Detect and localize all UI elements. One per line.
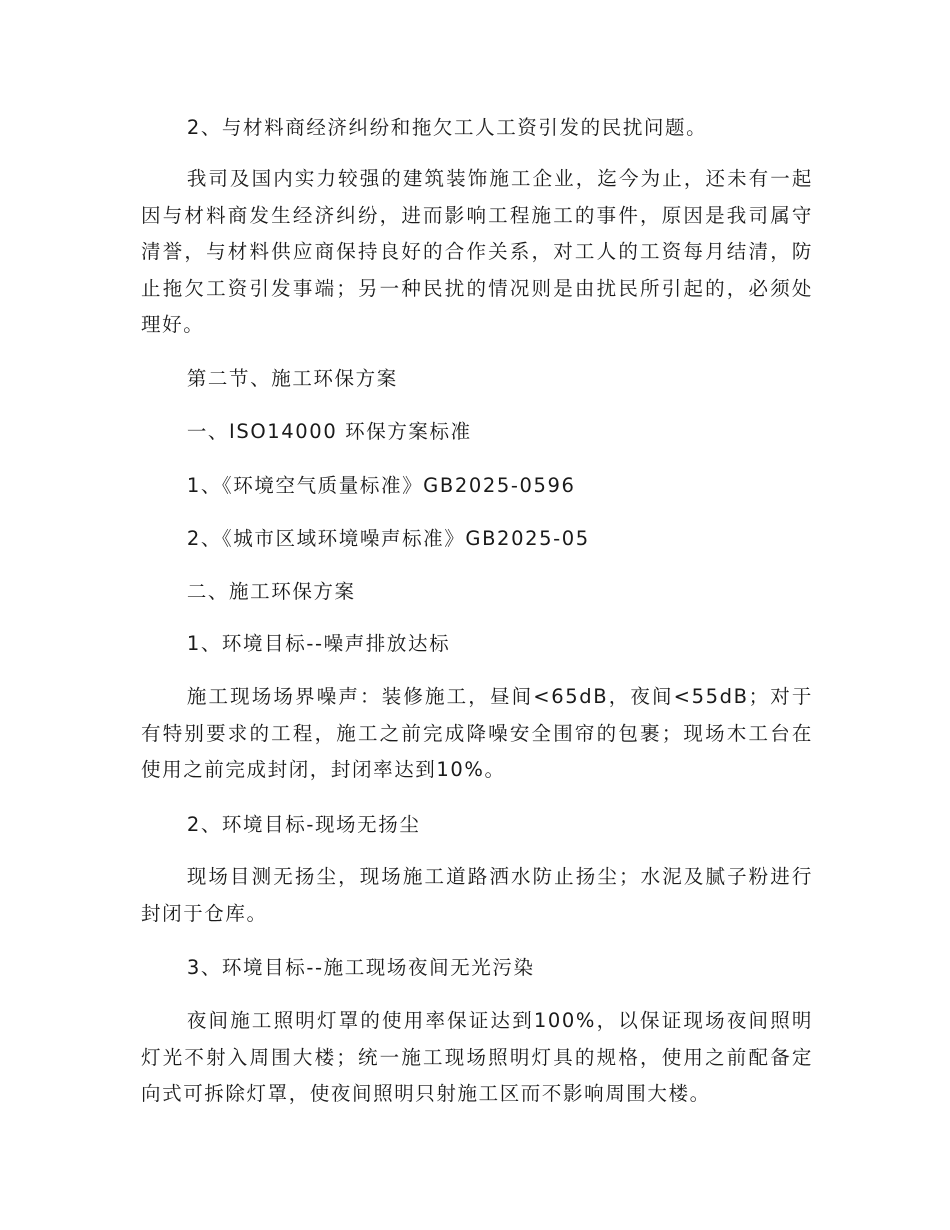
section-heading-environmental-plan: 第二节、施工环保方案 [186,367,398,390]
goal-heading-noise: 1、环境目标--噪声排放达标 [186,632,451,655]
goal-body-dust: 现场目测无扬尘，现场施工道路洒水防止扬尘；水泥及腻子粉进行封闭于仓库。 [141,865,813,925]
goal-heading-light-pollution: 3、环境目标--施工现场夜间无光污染 [186,956,535,979]
heading-construction-environmental-plan: 二、施工环保方案 [186,580,356,603]
standard-item-noise: 2、《城市区域环境噪声标准》GB2025-05 [186,527,590,550]
standard-item-air-quality: 1、《环境空气质量标准》GB2025-0596 [186,474,576,497]
goal-body-light-pollution: 夜间施工照明灯罩的使用率保证达到100%，以保证现场夜间照明灯光不射入周围大楼；统一施工现场照明灯具的规格，使用之前配备定向式可拆除灯罩，使夜间照明只射施工区而不影响周围大楼。 [141,1009,813,1105]
paragraph-dispute-body: 我司及国内实力较强的建筑装饰施工企业，迄今为止，还未有一起因与材料商发生经济纠纷，进而影响工程施工的事件，原因是我司属守清誉，与材料供应商保持良好的合作关系，对工人的工资每月结清，防止拖欠工资引发事端；另一种民扰的情况则是由扰民所引起的，必须处理好。 [141,167,813,336]
heading-iso14000-standard: 一、ISO14000 环保方案标准 [186,420,472,443]
goal-heading-dust: 2、环境目标-现场无扬尘 [186,813,421,836]
paragraph-dispute-heading: 2、与材料商经济纠纷和拖欠工人工资引发的民扰问题。 [186,116,708,139]
goal-body-noise: 施工现场场界噪声：装修施工，昼间<65dB，夜间<55dB；对于有特别要求的工程，施工之前完成降噪安全围帘的包裹；现场木工台在使用之前完成封闭，封闭率达到10%。 [141,685,813,781]
